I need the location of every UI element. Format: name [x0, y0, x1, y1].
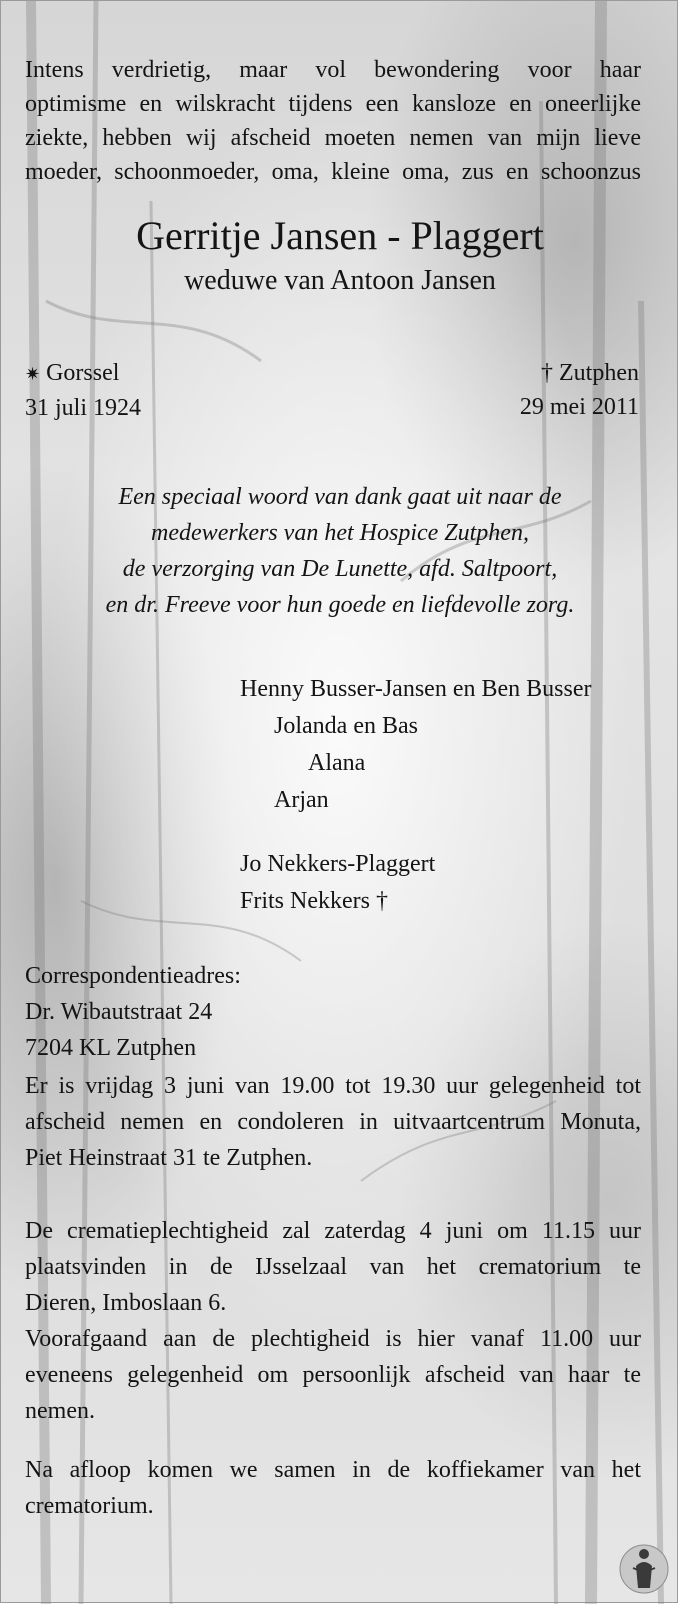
- visitation-line: Er is vrijdag 3 juni van 19.00 tot 19.30 uur gelegenheid tot: [25, 1073, 641, 1099]
- family-member: Alana: [308, 750, 366, 776]
- family-group-1: [240, 671, 591, 819]
- birth-date: 31 juli 1924: [25, 395, 142, 421]
- cremation-paragraph: [25, 1213, 641, 1429]
- visitation-line: Piet Heinstraat 31 te Zutphen.: [25, 1145, 313, 1171]
- correspondence-label: Correspondentieadres:: [25, 963, 241, 989]
- birth-place: Gorssel: [46, 360, 120, 386]
- preceding-line: Voorafgaand aan de plechtigheid is hier vanaf 11.00 uur: [25, 1326, 641, 1352]
- closing-paragraph: [25, 1452, 641, 1524]
- cremation-line: Dieren, Imboslaan 6.: [25, 1290, 227, 1316]
- closing-line: crematorium.: [25, 1493, 154, 1519]
- cremation-line: plaatsvinden in de IJsselzaal van het crematorium te: [25, 1254, 641, 1280]
- intro-line: Intens verdrietig, maar vol bewondering voor haar: [25, 57, 641, 83]
- thanks-line: Een speciaal woord van dank gaat uit naar de: [118, 484, 562, 510]
- correspondence-address: [25, 958, 241, 1066]
- preceding-line: nemen.: [25, 1398, 95, 1424]
- intro-line: moeder, schoonmoeder, oma, kleine oma, zus en schoonzus: [25, 159, 641, 185]
- family-member: Arjan: [274, 787, 329, 813]
- thanks-line: en dr. Freeve voor hun goede en liefdevolle zorg.: [105, 592, 575, 618]
- visitation-line: afscheid nemen en condoleren in uitvaartcentrum Monuta,: [25, 1109, 641, 1135]
- correspondence-street: Dr. Wibautstraat 24: [25, 999, 213, 1025]
- thanks-line: medewerkers van het Hospice Zutphen,: [151, 520, 529, 546]
- death-block: [520, 356, 639, 424]
- family-member: Frits Nekkers †: [240, 888, 388, 914]
- birth-block: [25, 356, 141, 425]
- family-member: Jolanda en Bas: [274, 713, 418, 739]
- cremation-line: De crematieplechtigheid zal zaterdag 4 juni om 11.15 uur: [25, 1218, 641, 1244]
- visitation-paragraph: [25, 1068, 641, 1176]
- family-member: Henny Busser-Jansen en Ben Busser: [240, 676, 592, 702]
- death-cross-icon: †: [541, 360, 554, 386]
- correspondence-city: 7204 KL Zutphen: [25, 1035, 197, 1061]
- intro-paragraph: [25, 53, 641, 189]
- family-group-2: [240, 846, 435, 920]
- intro-line: optimisme en wilskracht tijdens een kansloze en oneerlijke: [25, 91, 641, 117]
- death-place: Zutphen: [559, 360, 639, 386]
- deceased-name: Gerritje Jansen - Plaggert: [136, 213, 544, 258]
- intro-line: ziekte, hebben wij afscheid moeten nemen van mijn lieve: [25, 125, 641, 151]
- preceding-line: eveneens gelegenheid om persoonlijk afscheid van haar te: [25, 1362, 641, 1388]
- memorial-figure-icon: [619, 1544, 669, 1594]
- thanks-line: de verzorging van De Lunette, afd. Saltpoort,: [122, 556, 558, 582]
- closing-line: Na afloop komen we samen in de koffiekamer van het: [25, 1457, 641, 1483]
- birth-star-icon: ✷: [25, 364, 41, 384]
- thanks-paragraph: [1, 479, 678, 623]
- family-member: Jo Nekkers-Plaggert: [240, 851, 436, 877]
- death-date: 29 mei 2011: [519, 394, 639, 420]
- deceased-subtitle: weduwe van Antoon Jansen: [184, 265, 496, 296]
